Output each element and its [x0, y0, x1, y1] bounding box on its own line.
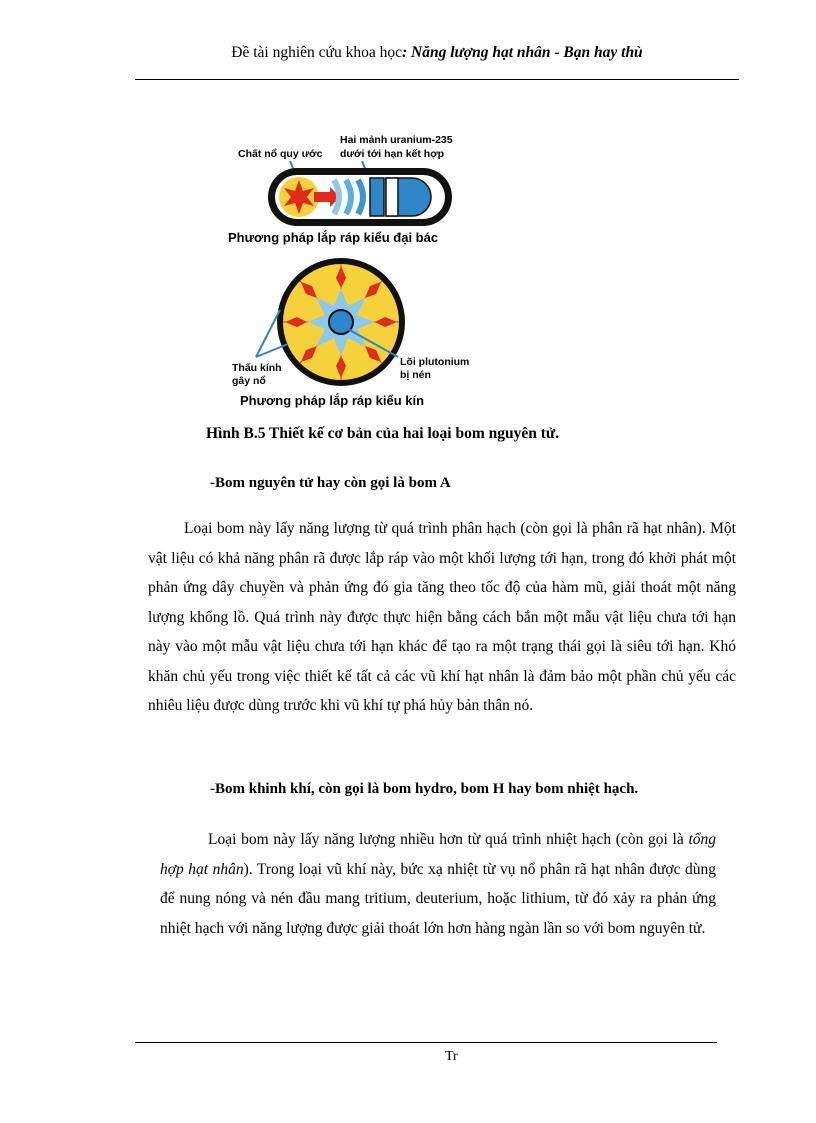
section2-body-italic: tổng hợp hạt nhân	[160, 831, 716, 878]
figure-caption: Hình B.5 Thiết kế cơ bản của hai loại bom nguyên tử.	[206, 425, 560, 442]
gun-type-title: Phương pháp lắp ráp kiểu đại bác	[228, 230, 439, 245]
pointer-lens-1	[256, 310, 280, 357]
uranium-piece-1	[370, 178, 384, 216]
header-title: : Năng lượng hạt nhân - Bạn hay thù	[401, 44, 643, 61]
label-core-line2: bị nén	[400, 369, 431, 381]
label-lens-line2: gây nổ	[232, 375, 266, 387]
section1-paragraph	[148, 514, 736, 721]
page-header	[135, 44, 739, 62]
label-conventional-explosive: Chất nổ quy ước	[238, 148, 323, 160]
implosion-diagram	[232, 258, 469, 408]
page-number: Tr	[445, 1049, 458, 1064]
label-core-line1: Lõi plutonium	[400, 356, 470, 368]
label-lens-line1: Thấu kính	[232, 362, 282, 374]
label-uranium-line2: dưới tới hạn kết hợp	[340, 148, 445, 160]
footer-divider	[135, 1042, 717, 1043]
section1-heading: -Bom nguyên tử hay còn gọi là bom A	[210, 475, 451, 491]
uranium-gap	[386, 178, 398, 216]
section2-body-end: ). Trong loại vũ khí này, bức xạ nhiệt từ vụ nổ phân rã hạt nhân được dùng để nung nóng và nén đầu mang tritium, deuterium, hoặc lithium, từ đó xảy ra phản ứng nhiệt hạch với năng lượng được giải thoát lớn hơn hàng ngàn lần so với bom nguyên tử.	[160, 860, 716, 937]
section2-paragraph	[160, 825, 716, 943]
label-uranium-line1: Hai mảnh uranium-235	[340, 134, 453, 146]
section2-heading: -Bom khinh khí, còn gọi là bom hydro, bom H hay bom nhiệt hạch.	[210, 781, 639, 797]
section2-body-start: Loại bom này lấy năng lượng nhiều hơn từ quá trình nhiệt hạch (còn gọi là	[208, 831, 689, 848]
bomb-diagram	[222, 128, 502, 418]
implosion-title: Phương pháp lắp ráp kiểu kín	[240, 393, 425, 408]
gun-type-diagram	[228, 134, 453, 245]
section1-body: Loại bom này lấy năng lượng từ quá trình phân hạch (còn gọi là phân rã hạt nhân). Một vật liệu có khả năng phân rã được lắp ráp vào một khối lượng tới hạn, trong đó khởi phát một phản ứng dây chuyền và phản ứng đó gia tăng theo tốc độ của hàm mũ, giải thoát một năng lượng khổng lồ. Quá trình này được thực hiện bằng cách bắn một mẫu vật liệu chưa tới hạn này vào một mẫu vật liệu chưa tới hạn khác để tạo ra một trạng thái gọi là siêu tới hạn. Khó khăn chủ yếu trong việc thiết kế tất cả các vũ khí hạt nhân là đảm bảo một phần chủ yếu các nhiêu liệu được dùng trước khi vũ khí tự phá hủy bản thân nó.	[148, 520, 736, 714]
header-prefix: Đề tài nghiên cứu khoa học	[231, 44, 402, 61]
bomb-design-figure	[222, 128, 502, 418]
header-divider	[135, 79, 739, 80]
